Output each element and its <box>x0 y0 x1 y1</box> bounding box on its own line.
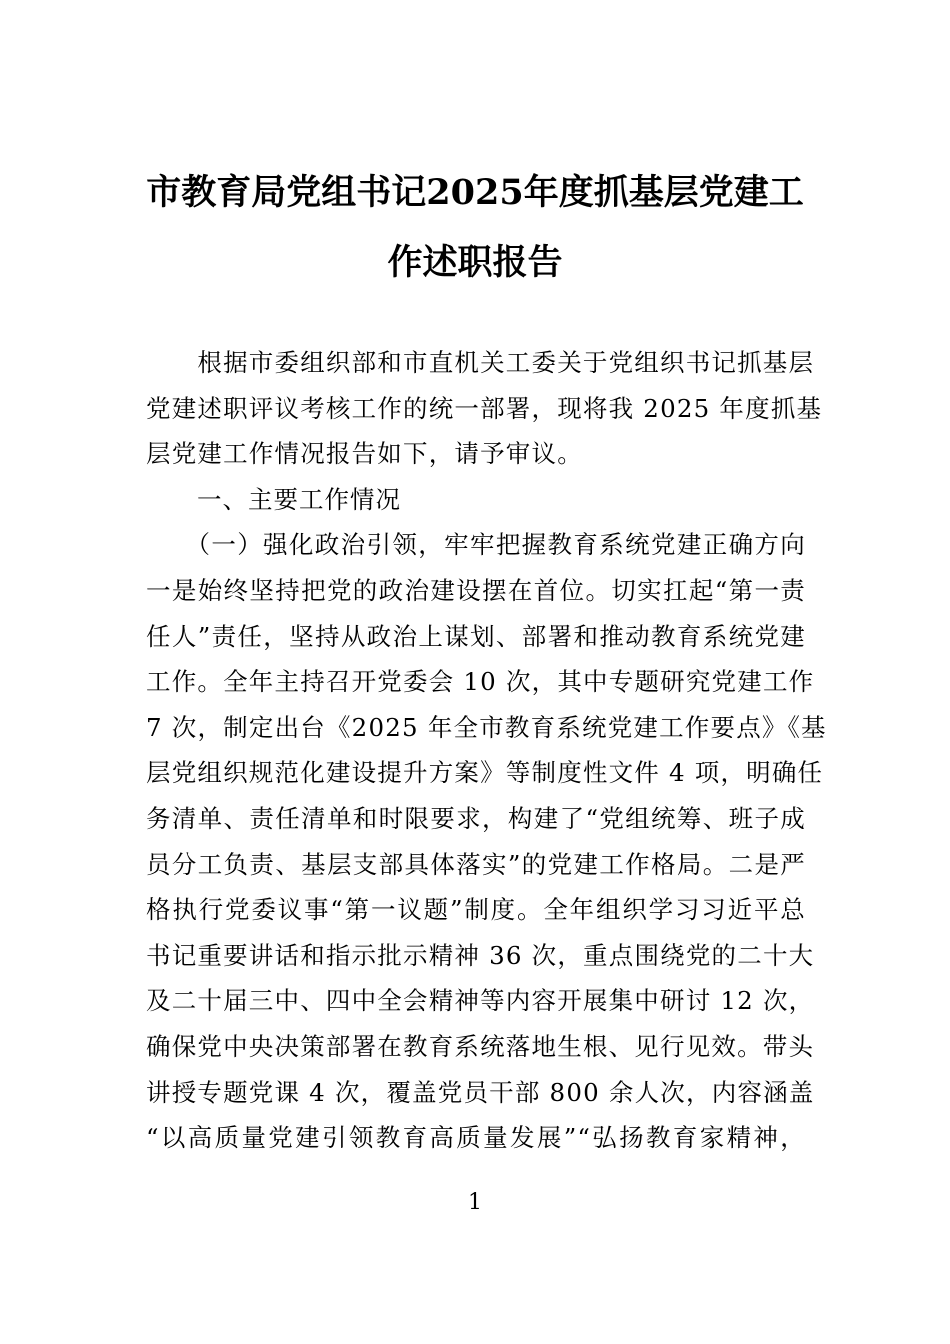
title-line-2: 作述职报告 <box>387 242 563 283</box>
body-line: 一是始终坚持把党的政治建设摆在首位。切实扛起“第一责 <box>146 575 806 605</box>
subsection-heading: （一）强化政治引领，牢牢把握教育系统党建正确方向 <box>146 530 806 560</box>
body-line: 讲授专题党课 4 次，覆盖党员干部 800 余人次，内容涵盖 <box>146 1077 815 1107</box>
body-line: 确保党中央决策部署在教育系统落地生根、见行见效。带头 <box>146 1031 815 1061</box>
document-title <box>140 158 810 298</box>
body-line: 格执行党委议事“第一议题”制度。全年组织学习习近平总 <box>146 895 806 925</box>
title-line-1: 市教育局党组书记2025年度抓基层党建工 <box>146 172 804 213</box>
document-body <box>146 340 827 1161</box>
intro-line: 根据市委组织部和市直机关工委关于党组织书记抓基层 <box>146 348 815 377</box>
body-line: 务清单、责任清单和时限要求，构建了“党组统筹、班子成 <box>146 803 806 833</box>
page-number: 1 <box>468 1190 482 1215</box>
body-line: “以高质量党建引领教育高质量发展”“弘扬教育家精神， <box>146 1123 806 1153</box>
body-line: 工作。全年主持召开党委会 10 次，其中专题研究党建工作 <box>146 667 815 697</box>
body-line: 层党组织规范化建设提升方案》等制度性文件 4 项，明确任 <box>146 758 824 788</box>
body-line: 员分工负责、基层支部具体落实”的党建工作格局。二是严 <box>146 849 806 879</box>
intro-line: 党建述职评议考核工作的统一部署，现将我 2025 年度抓基 <box>146 393 823 423</box>
section-heading: 一、主要工作情况 <box>146 484 401 514</box>
intro-line: 层党建工作情况报告如下，请予审议。 <box>146 439 583 469</box>
body-line: 任人”责任，坚持从政治上谋划、部署和推动教育系统党建 <box>146 621 806 651</box>
body-line: 及二十届三中、四中全会精神等内容开展集中研讨 12 次， <box>146 986 815 1016</box>
body-line: 书记重要讲话和指示批示精神 36 次，重点围绕党的二十大 <box>146 940 815 970</box>
body-line: 7 次，制定出台《2025 年全市教育系统党建工作要点》《基 <box>146 712 827 742</box>
